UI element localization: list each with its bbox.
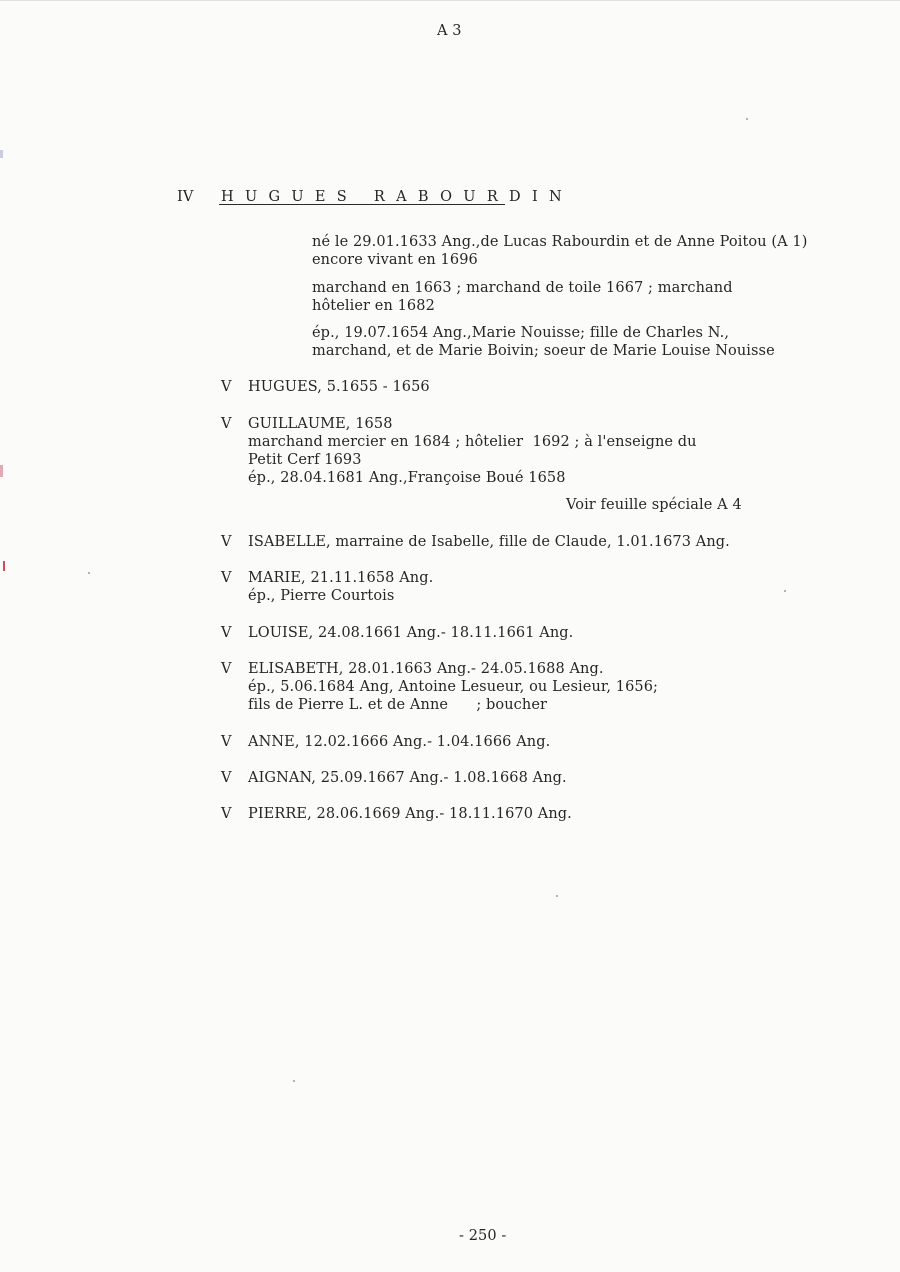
child-line: ép., 28.04.1681 Ang.,Françoise Boué 1658 — [248, 470, 566, 486]
child-line: AIGNAN, 25.09.1667 Ang.- 1.08.1668 Ang. — [248, 770, 567, 786]
child-generation: V — [221, 734, 232, 750]
alive-line: encore vivant en 1696 — [312, 252, 478, 268]
child-generation: V — [221, 661, 232, 677]
title-underline — [219, 204, 505, 205]
scan-speck — [293, 1080, 295, 1082]
child-line: Petit Cerf 1693 — [248, 452, 362, 468]
child-line: ELISABETH, 28.01.1663 Ang.- 24.05.1688 Ang. — [248, 661, 604, 677]
child-line: marchand mercier en 1684 ; hôtelier 1692 ; à l'enseigne du — [248, 434, 697, 450]
child-line: ép., Pierre Courtois — [248, 588, 395, 604]
scan-margin-mark — [3, 561, 5, 571]
child-generation: V — [221, 770, 232, 786]
child-line: ISABELLE, marraine de Isabelle, fille de Claude, 1.01.1673 Ang. — [248, 534, 730, 550]
child-generation: V — [221, 570, 232, 586]
scan-margin-mark — [0, 150, 3, 158]
child-generation: V — [221, 379, 232, 395]
child-line: PIERRE, 28.06.1669 Ang.- 18.11.1670 Ang. — [248, 806, 572, 822]
scan-speck — [556, 895, 558, 897]
child-line: GUILLAUME, 1658 — [248, 416, 393, 432]
child-line: HUGUES, 5.1655 - 1656 — [248, 379, 430, 395]
generation-numeral: IV — [177, 189, 194, 205]
scan-speck — [88, 572, 90, 574]
trade-line-1: marchand en 1663 ; marchand de toile 1667 ; marchand — [312, 280, 733, 296]
birth-line: né le 29.01.1633 Ang.,de Lucas Rabourdin et de Anne Poitou (A 1) — [312, 234, 808, 250]
marriage-line-1: ép., 19.07.1654 Ang.,Marie Nouisse; fille de Charles N., — [312, 325, 730, 341]
person-title: HUGUES RABOURDIN — [221, 189, 573, 205]
child-line: ép., 5.06.1684 Ang, Antoine Lesueur, ou Lesieur, 1656; — [248, 679, 659, 695]
page-number: - 250 - — [459, 1228, 507, 1244]
scan-margin-mark — [0, 465, 3, 477]
child-line: ANNE, 12.02.1666 Ang.- 1.04.1666 Ang. — [248, 734, 551, 750]
scan-speck — [746, 118, 748, 120]
page-reference: A 3 — [437, 23, 462, 39]
child-line: fils de Pierre L. et de Anne ; boucher — [248, 697, 548, 713]
cross-reference-note: Voir feuille spéciale A 4 — [566, 497, 742, 513]
child-generation: V — [221, 534, 232, 550]
child-generation: V — [221, 416, 232, 432]
trade-line-2: hôtelier en 1682 — [312, 298, 435, 314]
child-line: LOUISE, 24.08.1661 Ang.- 18.11.1661 Ang. — [248, 625, 574, 641]
marriage-line-2: marchand, et de Marie Boivin; soeur de Marie Louise Nouisse — [312, 343, 775, 359]
child-generation: V — [221, 806, 232, 822]
child-line: MARIE, 21.11.1658 Ang. — [248, 570, 434, 586]
scan-speck — [784, 590, 786, 592]
child-generation: V — [221, 625, 232, 641]
